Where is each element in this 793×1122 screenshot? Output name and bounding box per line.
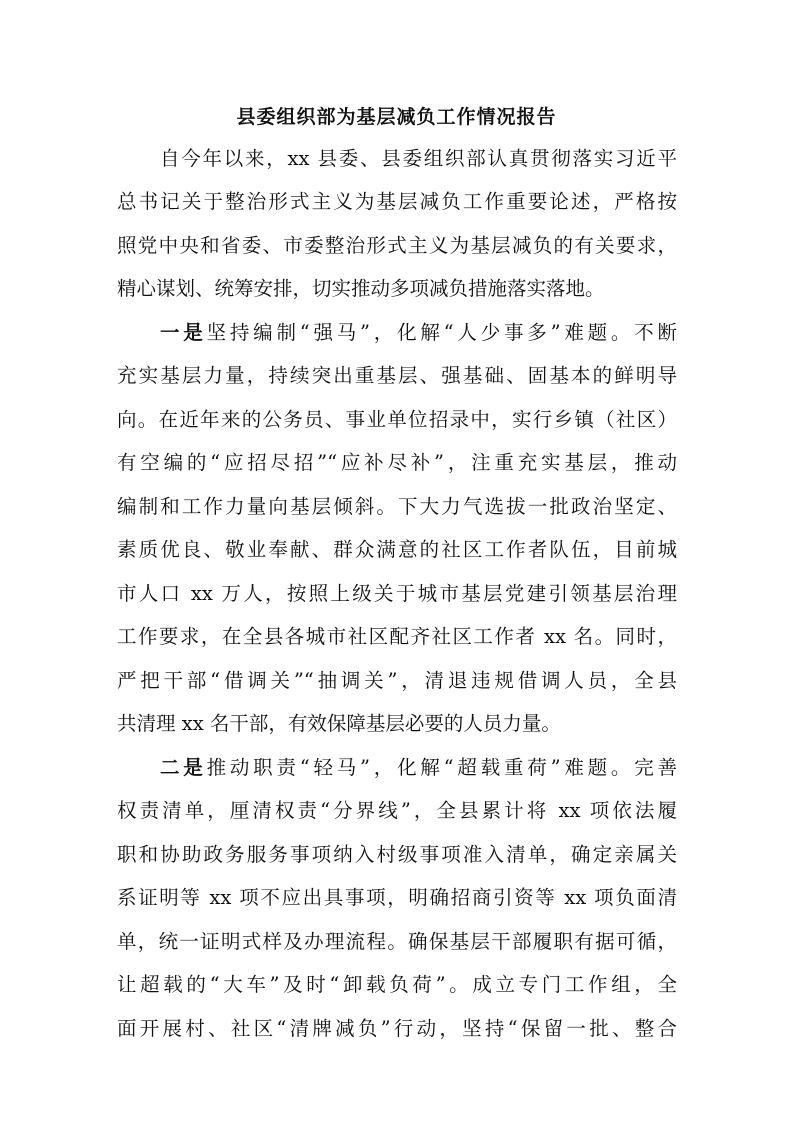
paragraph-line: 总书记关于整治形式主义为基层减负工作重要论述，严格按 [117,190,677,213]
paragraph-line: 工作要求，在全县各城市社区配齐社区工作者 xx 名。同时， [117,625,677,648]
paragraph-line: 向。在近年来的公务员、事业单位招录中，实行乡镇（社区） [117,408,677,431]
paragraph-line: 权责清单，厘清权责“分界线”，全县累计将 xx 项依法履 [117,799,677,822]
paragraph-line-text: 推动职责“轻马”，化解“超载重荷”难题。完善 [206,756,677,779]
paragraph-line: 面开展村、社区“清牌减负”行动，坚持“保留一批、整合 [117,1017,677,1040]
paragraph-line-text: 坚持编制“强马”，化解“人少事多”难题。不断 [206,321,677,344]
document-title: 县委组织部为基层减负工作情况报告 [236,106,557,128]
paragraph-line [160,323,677,343]
paragraph-line: 有空编的“应招尽招”“应补尽补”，注重充实基层，推动 [117,451,677,474]
paragraph-line: 充实基层力量，持续突出重基层、强基础、固基本的鲜明导 [117,364,677,387]
paragraph-line: 单，统一证明式样及办理流程。确保基层干部履职有据可循， [117,930,677,953]
paragraph-lead: 一是 [160,321,207,344]
paragraph-line: 照党中央和省委、市委整治形式主义为基层减负的有关要求， [117,234,677,257]
paragraph-line: 共清理 xx 名干部，有效保障基层必要的人员力量。 [117,712,561,735]
paragraph-line: 严把干部“借调关”“抽调关”，清退违规借调人员，全县 [117,669,677,692]
paragraph-line: 自今年以来，xx 县委、县委组织部认真贯彻落实习近平 [160,147,677,170]
paragraph-line: 精心谋划、统筹安排，切实推动多项减负措施落实落地。 [117,277,605,300]
paragraph-line: 素质优良、敬业奉献、群众满意的社区工作者队伍，目前城 [117,538,677,561]
paragraph-line: 让超载的“大车”及时“卸载负荷”。成立专门工作组，全 [117,973,677,996]
paragraph-line: 编制和工作力量向基层倾斜。下大力气选拔一批政治坚定、 [117,495,677,518]
paragraph-lead: 二是 [160,756,207,779]
paragraph-line: 市人口 xx 万人，按照上级关于城市基层党建引领基层治理 [117,582,677,605]
paragraph-line [160,758,677,778]
paragraph-line: 职和协助政务服务事项纳入村级事项准入清单，确定亲属关 [117,843,677,866]
paragraph-line: 系证明等 xx 项不应出具事项，明确招商引资等 xx 项负面清 [117,886,677,909]
